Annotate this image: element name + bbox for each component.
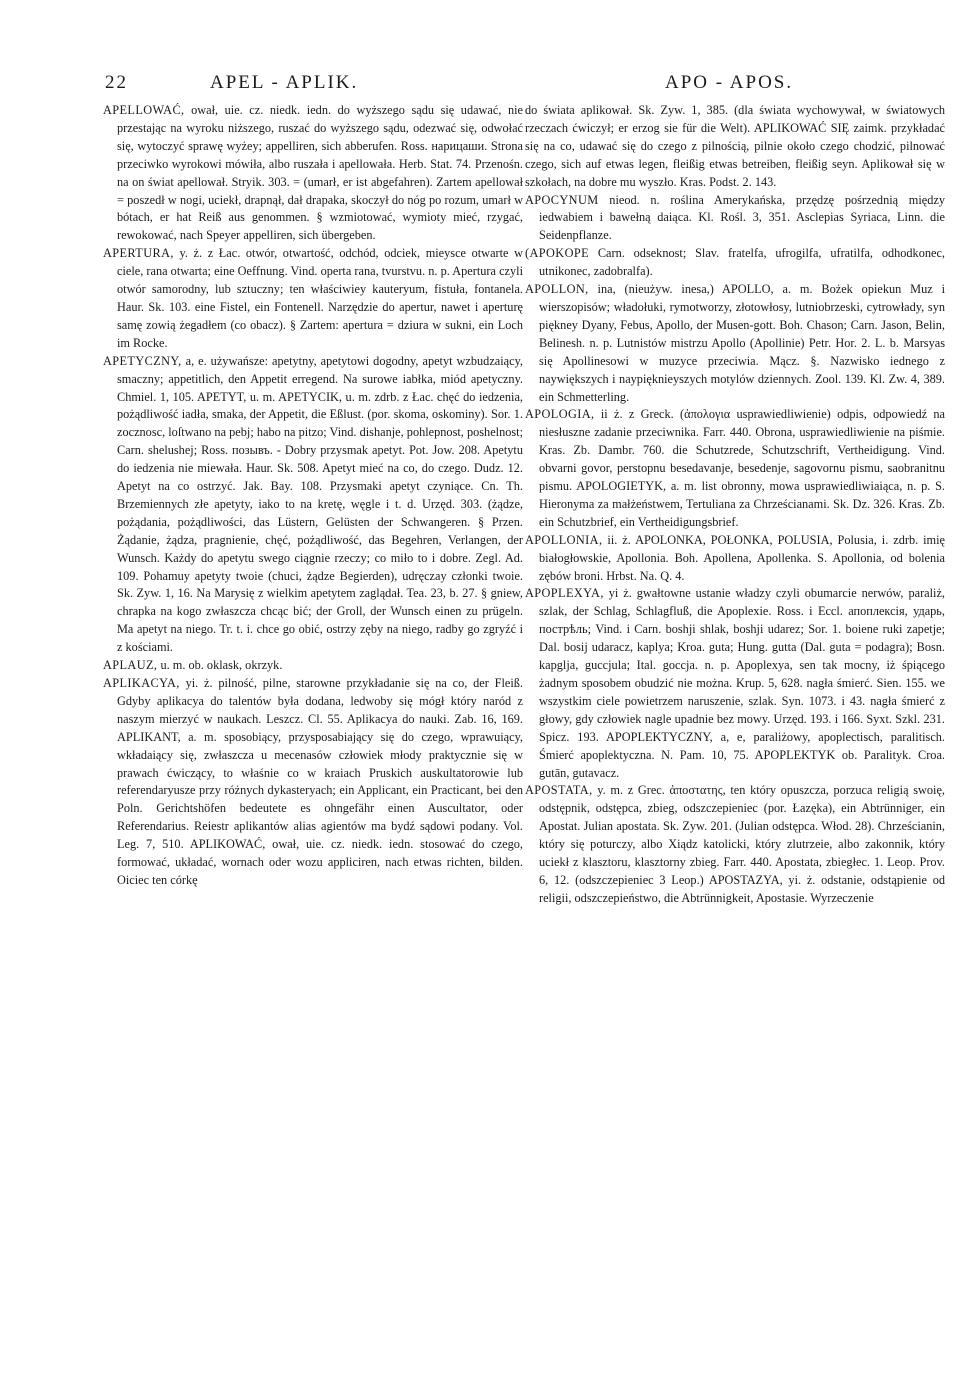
entry-headword: (APOKOPE — [525, 246, 590, 261]
entry-headword: APELLOWAĆ, — [103, 103, 185, 117]
entry-headword: APOLLON, — [525, 282, 589, 297]
right-column — [525, 102, 945, 1290]
dictionary-entry — [103, 245, 523, 352]
entry-text: yi ż. gwałtowne ustanie władzy czyli obumarcie nerwów, paraliż, szlak, der Schlag, Schlagfluß, die Apoplexie. Ross. i Eccl. апоплексія, ударь, пострѣль; Vind. i Carn. boshji shlak, boshji udarez; Sor. 1. boiene ruki zapetje; Dal. bosij udaracz, kaplya; Kroa. guta; Hung. gutta (Dal. guta = podagra); Bosn. kapglja, guccjula; Ital. goccja. n. p. Apoplexya, sen tak mocny, iż śpiącego żadnym sposobem obudzić nie można. Krup. 5, 628. nagła śmierć. Sien. 155. we wszystkim ciele powietrzem naruszenie, szlak. Syn. 1073. i 43. nagła śmierć z głowy, gdy człowiek nagle upadnie bez mowy. Urzęd. 193. i 166. Syxt. Szkl. 231. Spicz. 193. APOPLEKTYCZNY, a, e, paraliżowy, apoplectisch, paralitisch. Śmierć apoplektyczna. N. Pam. 10, 75. APOPLEKTYK ob. Paralityk. Croa. gutān, gutavacz. — [539, 586, 945, 780]
entry-headword: APERTURA, — [103, 246, 174, 261]
entry-text: Carn. odseknost; Slav. fratelfa, ufrogilfa, ufratilfa, odhodkonec, utnikonec, zadobralfa). — [539, 246, 945, 279]
entry-headword: APLIKACYA, — [103, 676, 180, 690]
entry-headword: APOPLEXYA, — [525, 586, 604, 601]
dictionary-entry — [525, 245, 945, 281]
entry-text: do świata aplikował. Sk. Zyw. 1, 385. (dla świata wychowywał, w światowych rzeczach ćwiczył; er erzog sie für die Welt). APLIKOWAĆ SIĘ zaimk. przykładać się na co, udawać się do czego z pilnością, pilnie około czego chodzić, pilnować czego, sich auf etwas legen, fleißig etwas betreiben, fleißig seyn. Aplikował się w szkołach, na dobre mu wyszło. Kras. Podst. 2. 143. — [525, 103, 945, 189]
entry-text: ii. ż. APOLONKA, POŁONKA, POLUSIA, Polusia, i. zdrb. imię białogłowskie, Apollonia. Boh. Apollena, Apollenka. S. Apollonia, od bolenia zębów broni. Hrbst. Na. Q. 4. — [539, 532, 945, 583]
dictionary-entry-continuation — [525, 102, 945, 192]
entry-text: yi. ż. pilność, pilne, starowne przykładanie się na co, der Fleiß. Gdyby aplikacya do talentów była dodana, ledwoby się mógł który naród z naszym mierzyć w naukach. Leszcz. Cl. 55. Aplikacya do nauki. Zab. 16, 169. APLIKANT, a. m. sposobiący, przysposabiający się do czego, wprawuiący, wkładaiący się, zwłaszcza u mecenasów człowiek młody praktycznie się w prawach ćwiczący, to właśnie co w kraiach Pruskich auskultatorowie lub referendaryusze przy różnych dykasteryach; ein Applicant, ein Practicant, bei den Poln. Gerichtshöfen bedeutete es ohngefähr einen Auscultator, oder Referendarius. Reiestr aplikantów alias agientów ma bydź sądowi podany. Vol. Leg. 7, 510. APLIKOWAĆ, ował, uie. cz. niedk. iedn. stosować do czego, formować, układać, wornach oder wozu appliciren, nach etwas richten, bilden. Oiciec ten córkę — [117, 676, 523, 887]
entry-headword: APOLLONIA, — [525, 532, 603, 547]
entry-text: u. m. ob. oklask, okrzyk. — [160, 658, 283, 673]
entry-headword: APOSTATA, — [525, 783, 593, 798]
dictionary-entry — [525, 192, 945, 246]
dictionary-entry — [525, 532, 945, 586]
entry-text: ii ż. z Greck. (ἀπολογια usprawiedliwienie) odpis, odpowiedź na niesłuszne zadanie przeciwnika. Farr. 440. Obrona, usprawiedliwienie na piśmie. Kras. Zb. Dambr. 760. die Schutzrede, Schutzschrift, Vertheidigung. Vind. obvarni govor, perstopnu besedavanje, besedenje, sagovornu pismu, saobranitnu pismu. APOLOGIETYK, a. m. list obronny, mowa usprawiedliwiaiąca, n. p. S. Hieronyma za małżeństwem, Tertuliana za Chrześcianami. Sk. Dz. 326. Kras. Zb. ein Schutzbrief, ein Vertheidigungsbrief. — [539, 407, 945, 529]
running-header — [0, 72, 980, 102]
dictionary-entry — [103, 657, 523, 675]
dictionary-entry — [525, 782, 945, 907]
entry-text: y. m. z Grec. ἀποστατης, ten który opuszcza, porzuca religią swoię, odstępnik, odstępca, zbieg, odszczepieniec (por. Łazęka), ein Abtrünniger, ein Apostat. Julian apostata. Sk. Zyw. 201. (Julian odstępca. Włod. 28). Chrześcianin, który się poturczy, albo Xiądz katolicki, który zlutrzeie, albo zakonnik, który uciekł z klasztoru, klasztorny zbieg. Farr. 440. Apostata, zbiegłec. 1. Leop. Prov. 6, 12. (odszczepieniec 3 Leop.) APOSTAZYA, yi. ż. odstanie, odstąpienie od religii, odszczepieństwo, die Abtrünnigkeit, Apostasie. Wyrzeczenie — [539, 783, 945, 905]
entry-text: y. ż. z Łac. otwór, otwartość, odchód, odciek, mieysce otwarte w ciele, rana otwarta; eine Oeffnung. Vind. operta rana, tvurstvu. n. p. Apertura czyli otwór samorodny, lub sztuczny; ten właściwiey kauteryum, fistuła, fontanela. Haur. Sk. 103. eine Fistel, ein Fontenell. Narzędzie do apertur, nawet i aperturę samę zowią żegadłem (co obacz). § Zartem: apertura = dziura w sukni, ein Loch im Rocke. — [117, 246, 523, 350]
entry-headword: APOLOGIA, — [525, 407, 595, 422]
entry-headword: APLAUZ, — [103, 658, 158, 673]
left-running-head: APEL - APLIK. — [210, 72, 359, 93]
left-column — [103, 102, 523, 1290]
entry-headword: APETYCZNY, — [103, 353, 182, 368]
entry-text: ina, (nieużyw. inesa,) APOLLO, a. m. Bożek opiekun Muz i wierszopisów; władołuki, rymotworzy, złotowłosy, lutniobrzeski, cytrowłady, syn piękney Dyany, Febus, Apollo, der Musen-gott. Boh. Chason; Carn. Jason, Belin, Belinesh. n. p. Lutnistów mistrzu Apollo (Apollinie) Petr. Hor. 2. L. b. Marsyas się Apollinesowi w muzyce przeciwia. Mącz. §. Nazwisko iednego z naywiększych i naypięknieyszych motylów dziennych. Zool. 139. Kl. Zw. 4, 389. ein Schmetterling. — [539, 282, 945, 404]
entry-text: nieod. n. roślina Amerykańska, przędzę pośrzednią między iedwabiem i bawełną daiąca. Kl. Rośl. 3, 351. Asclepias Syriaca, Linn. die Seidenpflanze. — [539, 192, 945, 243]
right-running-head: APO - APOS. — [665, 72, 794, 93]
dictionary-entry — [103, 102, 523, 245]
entry-text: ował, uie. cz. niedk. iedn. do wyższego sądu się udawać, nie przestając na wyroku niższego, ruszać do wyższego sądu, odezwać się, odwołać się, wytoczyć sprawę wyżey; appelliren, sich abberufen. Ross. нарицаши. Strona przeciwko wyrokowi mówiła, albo ruszała i apellowała. Herb. Stat. 74. Przenośn. na on świat apellował. Stryik. 303. = (umarł, er ist abgefahren). Zartem apellował = poszedł w nogi, uciekł, drapnął, dał drapaka, skoczył do nóg po rozum, umarł w bótach, er hat Reiß aus genommen. § wzmiotować, wymioty mieć, rzygać, rewokować, nach Speyer appelliren, sich übergeben. — [117, 103, 523, 243]
dictionary-entry — [103, 353, 523, 657]
dictionary-entry — [103, 675, 523, 890]
dictionary-entry — [525, 281, 945, 406]
dictionary-entry — [525, 406, 945, 531]
page-number: 22 — [105, 72, 128, 93]
entry-text: a, e. używańsze: apetytny, apetytowi dogodny, apetyt wzbudzaiący, smaczny; appetitlich, den Appetit erregend. Na surowe iabłka, miód apetyczny. Chmiel. 1, 105. APETYT, u. m. APETYCIK, u. m. zdrb. z Łac. chęć do iedzenia, pożądliwość iadła, smaka, der Appetit, die Eßlust. (por. skoma, oskominy). Sor. 1. zocznosc, loſtwano na pebj; habo na pitzo; Vind. dishanje, pohlepnost, poshelnost; Carn. shelushej; Ross. позывъ. - Dobry przysmak apetyt. Pot. Jow. 208. Apetytu do iedzenia nie miewała. Haur. Sk. 508. Apetyt mieć na co, do czego. Dudz. 12. Apetyt na co ostrzyć. Jak. Bay. 108. Przysmaki apetyt czyniące. Cn. Th. Brzemiennych złe apetyty, iako to na kretę, węgle i t. d. Urzęd. 303. (żądze, pożądania, pożądliwości, das Lüstern, Gelüsten der Schwangeren. § Przen. Żądanie, żądza, pragnienie, chęć, pożądliwość, das Begehren, Verlangen, der Wunsch. Każdy do apetytu swego ciągnie rzeczy; co miło to i dobre. Zegl. Ad. 109. Pohamuy apetyty twoie (chuci, żądze Begierden), udręczay członki twoie. Sk. Zyw. 1, 16. Na Marysię z wielkim apetytem zaglądał. Tea. 23, b. 27. § gniew, chrapka na kogo zwłaszcza chcąc bić; der Groll, der Wunsch einen zu prügeln. Ma apetyt na niego. Tr. t. i. chce go obić, ostrzy zęby na niego, radby go zgryźć i z kościami. — [117, 353, 523, 655]
entry-headword: APOCYNUM — [525, 192, 599, 207]
dictionary-entry — [525, 585, 945, 782]
